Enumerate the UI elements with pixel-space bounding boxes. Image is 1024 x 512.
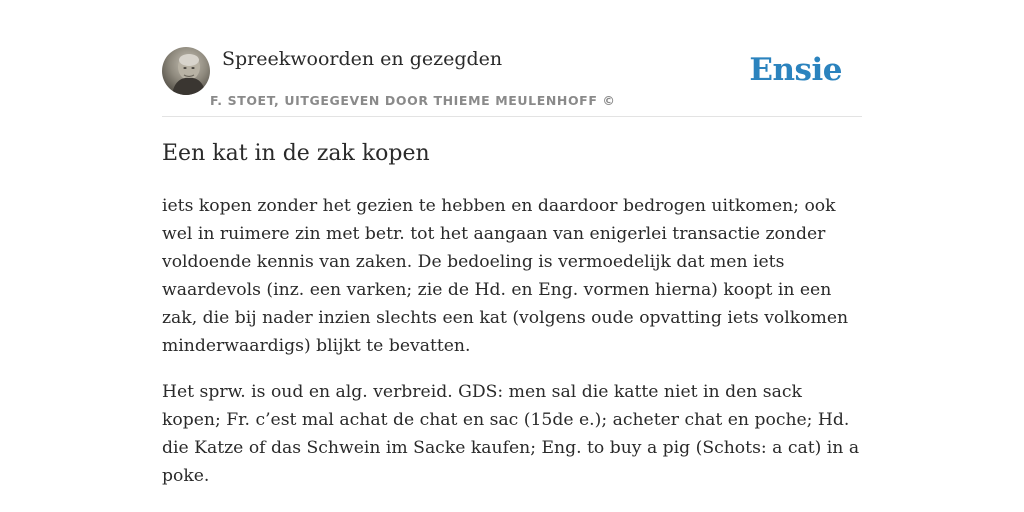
header	[162, 44, 862, 117]
entry-body	[162, 192, 862, 508]
author-portrait-icon	[162, 47, 210, 95]
entry-paragraph: Het sprw. is oud en alg. verbreid. GDS: men sal die katte niet in den sack kopen; Fr. c’est mal achat de chat en sac (15de e.); acheter chat en poche; Hd. die Katze of das Schwein im Sacke kaufen; Eng. to buy a pig (Schots: a cat) in a poke.	[162, 382, 860, 486]
book-title[interactable]: Spreekwoorden en gezegden	[222, 48, 503, 70]
book-author-publisher: F. STOET, UITGEGEVEN DOOR THIEME MEULENHOFF ©	[210, 93, 616, 108]
entry-paragraph: iets kopen zonder het gezien te hebben en daardoor bedrogen uitkomen; ook wel in ruimere zin met betr. tot het aangaan van enigerlei transactie zonder voldoende kennis van zaken. De bedoeling is vermoedelijk dat men iets waardevols (inz. een varken; zie de Hd. en Eng. vormen hierna) koopt in een zak, die bij nader inzien slechts een kat (volgens oude opvatting iets volkomen minderwaardigs) blijkt te bevatten.	[162, 196, 849, 356]
entry-title: Een kat in de zak kopen	[162, 141, 430, 166]
ensie-logo[interactable]: Ensie	[749, 52, 842, 88]
